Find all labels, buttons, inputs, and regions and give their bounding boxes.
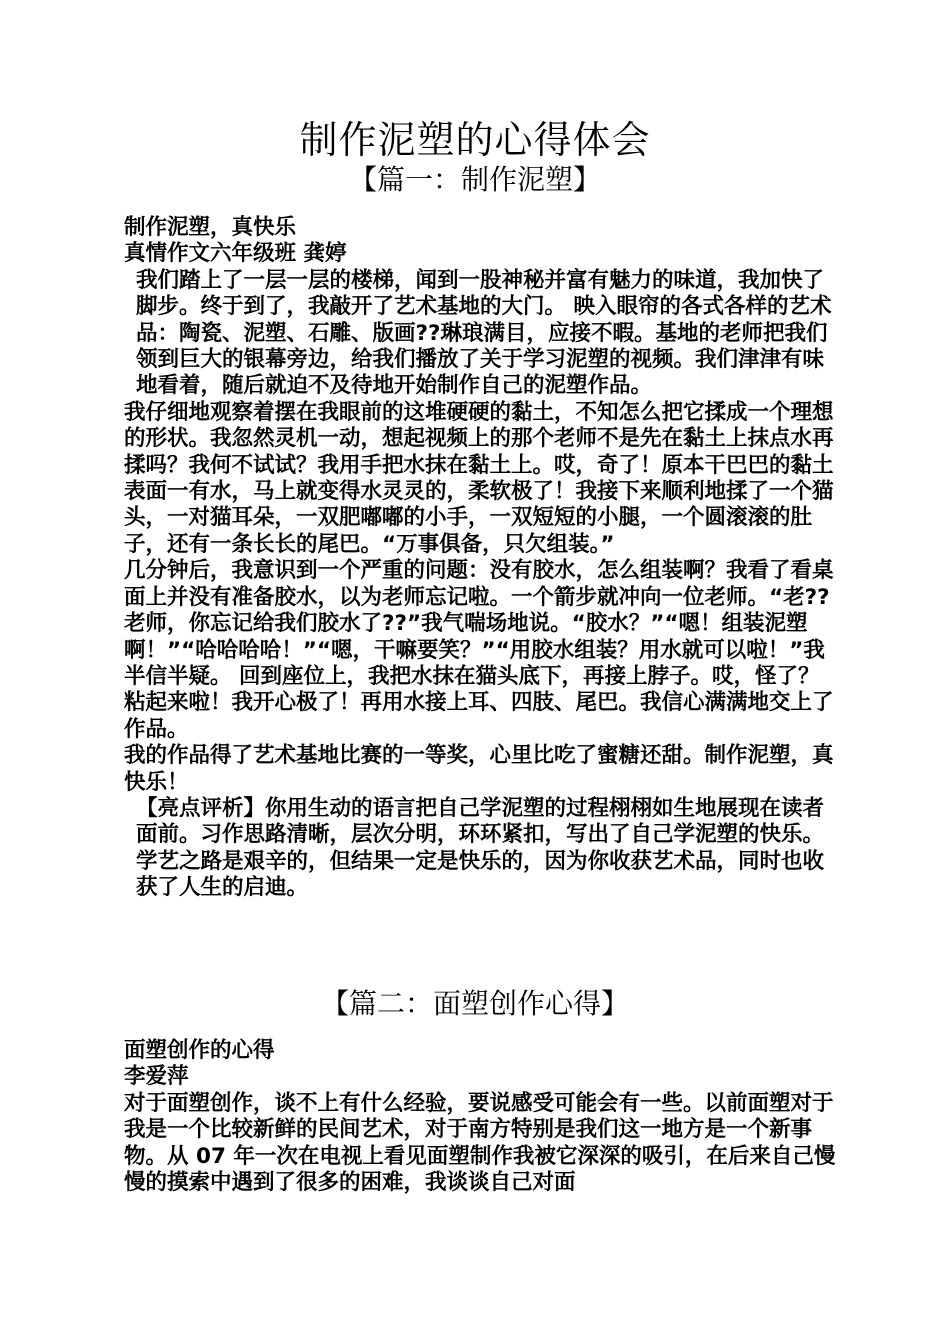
section-1-body xyxy=(116,215,838,902)
paragraph: 对于面塑创作，谈不上有什么经验，要说感受可能会有一些。以前面塑对于我是一个比较新鲜的民间艺术，对于南方特别是我们这一地方是一个新事物。从 07 年一次在电视上看见面塑制作我被它深深的吸引，在后来自己慢慢的摸索中遇到了很多的困难，我谈谈自己对面 xyxy=(124,1090,836,1196)
document-title: 制作泥塑的心得体会 xyxy=(299,118,651,162)
paragraph: 我仔细地观察着摆在我眼前的这堆硬硬的黏土，不知怎么把它揉成一个理想的形状。我忽然灵机一动，想起视频上的那个老师不是先在黏土上抹点水再揉吗？我何不试试？我用手把水抹在黏土上。哎，奇了！原本干巴巴的黏土表面一有水，马上就变得水灵灵的，柔软极了！我接下来顺利地揉了一个猫头，一对猫耳朵，一双肥嘟嘟的小手，一双短短的小腿，一个圆滚滚的肚子，还有一条长长的尾巴。“万事俱备，只欠组装。” xyxy=(124,399,834,557)
section-2-subtitle: 面塑创作的心得 xyxy=(124,1038,275,1063)
paragraph: 我们踏上了一层一层的楼梯，闻到一股神秘并富有魅力的味道，我加快了脚步。终于到了，我敲开了艺术基地的大门。 映入眼帘的各式各样的艺术品：陶瓷、泥塑、石雕、版画??琳琅满目，应接不暇。基地的老师把我们领到巨大的银幕旁边，给我们播放了关于学习泥塑的视频。我们津津有味地看着，随后就迫不及待地开始制作自己的泥塑作品。 xyxy=(136,267,832,399)
section-1-subtitle: 制作泥塑，真快乐 xyxy=(124,215,297,240)
section-2-author: 李爱萍 xyxy=(124,1064,189,1090)
paragraph: 我的作品得了艺术基地比赛的一等奖，心里比吃了蜜糖还甜。制作泥塑，真快乐！ xyxy=(124,743,834,795)
paragraph: 几分钟后，我意识到一个严重的问题：没有胶水，怎么组装啊？我看了看桌面上并没有准备胶水，以为老师忘记啦。一个箭步就冲向一位老师。“老??老师，你忘记给我们胶水了??”我气喘场地说。“胶水？”“嗯！组装泥塑啊！”“哈哈哈哈！”“嗯，干嘛要笑？”“用胶水组装？用水就可以啦！”我半信半疑。 回到座位上，我把水抹在猫头底下，再接上脖子。哎，怪了？粘起来啦！我开心极了！再用水接上耳、四肢、尾巴。我信心满满地交上了作品。 xyxy=(124,558,834,742)
section-1-author: 真情作文六年级班 龚婷 xyxy=(124,241,347,267)
commentary-paragraph: 【亮点评析】你用生动的语言把自己学泥塑的过程栩栩如生地展现在读者面前。习作思路清晰，层次分明，环环紧扣，写出了自己学泥塑的快乐。学艺之路是艰辛的，但结果一定是快乐的，因为你收获艺术品，同时也收获了人生的启迪。 xyxy=(136,795,825,901)
section-heading-2: 【篇二：面塑创作心得】 xyxy=(320,987,629,1020)
section-heading-1: 【篇一：制作泥塑】 xyxy=(348,163,601,196)
section-2-body xyxy=(116,1038,838,1196)
